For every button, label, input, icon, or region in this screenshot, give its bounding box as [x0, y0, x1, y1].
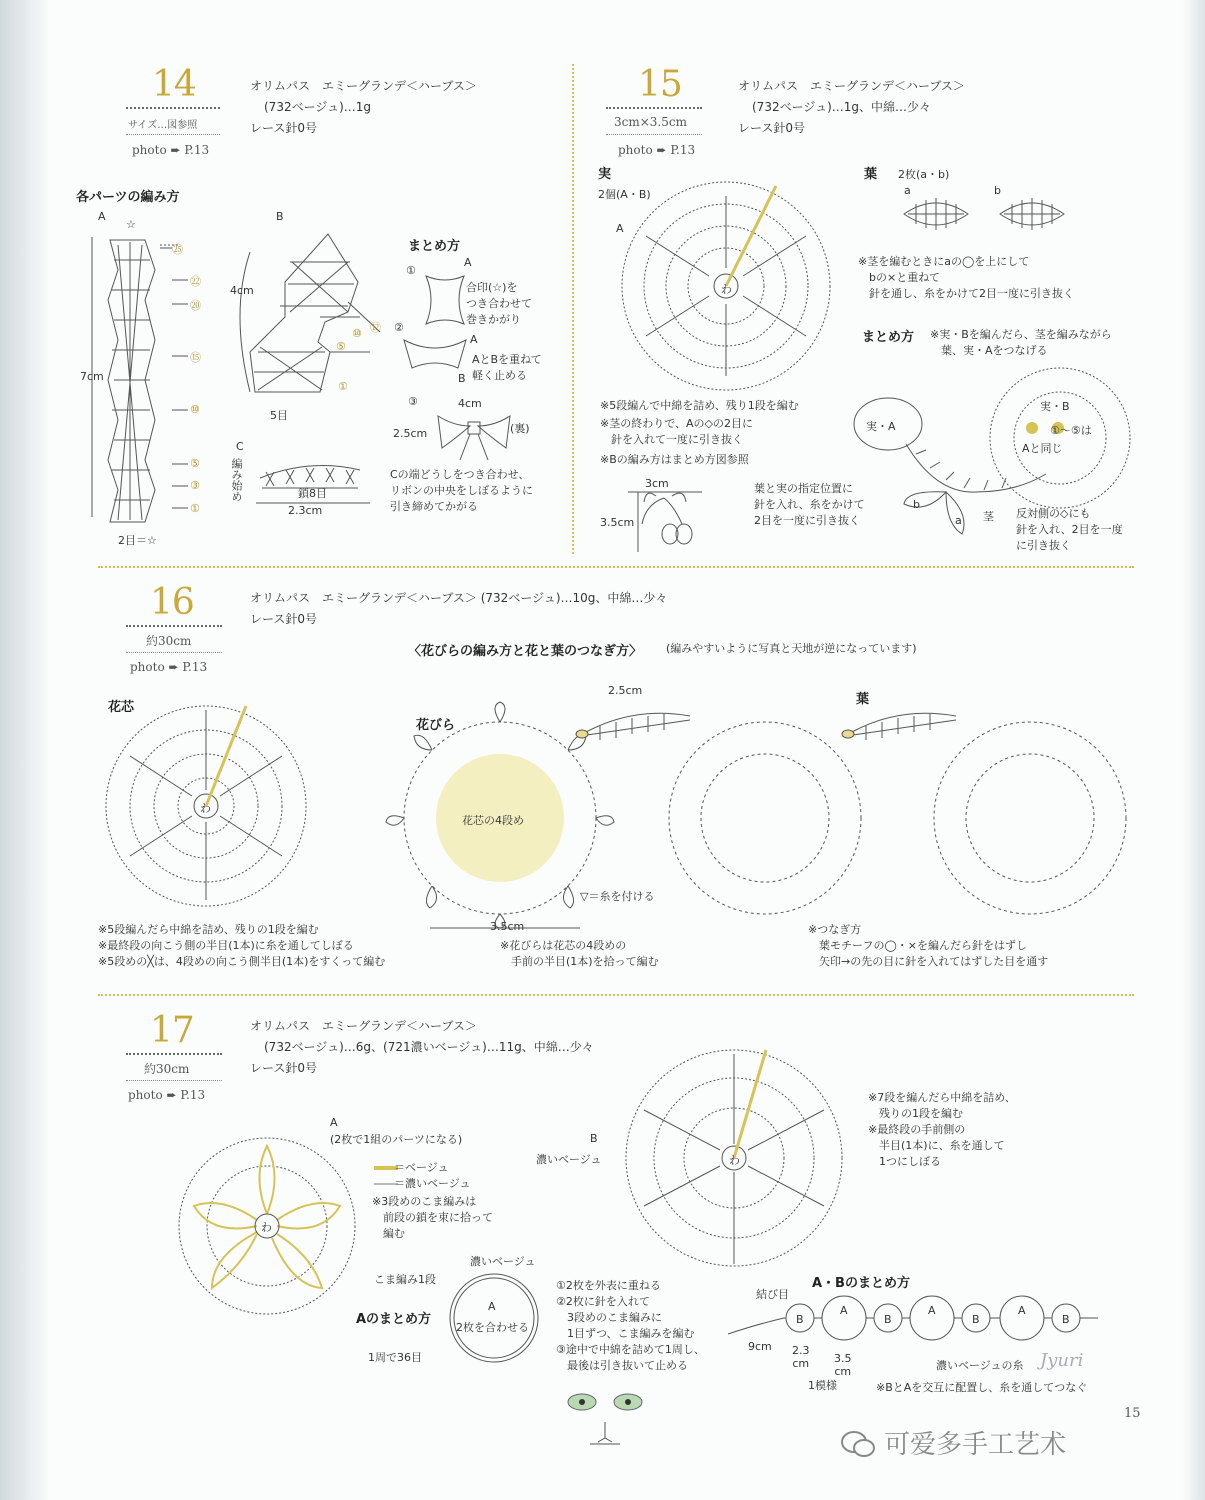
a17-note-2: 前段の鎖を束に拾って — [372, 1211, 493, 1224]
assembly-title-15: まとめ方 — [862, 330, 915, 345]
cherry-outline — [628, 492, 702, 552]
leaf-b-chart — [1000, 198, 1064, 230]
step3-back: (裏) — [510, 422, 530, 435]
step1-a: A — [464, 256, 472, 269]
flower-3 — [934, 722, 1126, 914]
a17-center: わ — [261, 1221, 272, 1234]
photo-reference-15: photo ➨ P.13 — [618, 143, 696, 157]
fruit-note-4: ※Bの編み方はまとめ方図参照 — [600, 453, 749, 466]
material-line-1: オリムパス エミーグランデ＜ハーブス＞ — [250, 79, 477, 93]
pattern-number-15: 15 — [638, 64, 682, 105]
b17-center: わ — [729, 1154, 740, 1167]
fruit-note-2: ※茎の終わりで、Aの◇の2目に — [600, 417, 753, 430]
size-rule-17 — [126, 1080, 222, 1081]
ring-text: 2枚を合わせる — [456, 1321, 529, 1334]
watermark-text: 可爱多手工艺术 — [884, 1430, 1067, 1460]
pattern-number-14: 14 — [152, 64, 196, 105]
petal-heading: 〈花びらの編み方と花と葉のつなぎ方〉 — [408, 644, 643, 659]
core-center: わ — [200, 802, 211, 815]
material-15-1: オリムパス エミーグランデ＜ハーブス＞ — [738, 79, 965, 93]
bead-4: A — [928, 1304, 936, 1317]
leaf-charts — [896, 186, 1076, 246]
a17-note-3: 編む — [372, 1227, 405, 1240]
legend-beige: ＝ベージュ — [394, 1161, 449, 1174]
bow-step2 — [400, 334, 470, 374]
petal-note-1: ※花びらは花芯の4段めの — [500, 939, 627, 952]
ab-assembly-title: A・Bのまとめ方 — [812, 1276, 910, 1291]
round-36: 1周で36目 — [368, 1351, 422, 1364]
step1-mark: ① — [406, 264, 416, 277]
a17-note-1: ※3段めのこま編みは — [372, 1195, 477, 1208]
row-marker-15: ⑮ — [190, 351, 201, 364]
leaf-note-3: 針を通し、糸をかけて2目一度に引き抜く — [858, 287, 1074, 300]
petal-chain-diagram — [400, 696, 1140, 926]
dim-9cm: 9cm — [748, 1340, 772, 1353]
material-line-3: レース針0号 — [250, 121, 318, 135]
section-divider-16 — [98, 566, 1134, 568]
step2-b: B — [458, 372, 466, 385]
core-note-3: ※5段めの╳は、4段めの向こう側半目(1本)をすくって編む — [98, 955, 386, 968]
bead-chain — [728, 1294, 1108, 1350]
petal-heading-note: (編みやすいように写真と天地が逆になっています) — [666, 642, 917, 655]
page-binding-shadow — [0, 0, 48, 1500]
material-17-2: (732ベージュ)…6g、(721濃いベージュ)…11g、中綿…少々 — [264, 1040, 594, 1054]
core-highlight — [206, 706, 246, 806]
part-a-note-17: (2枚で1組のパーツになる) — [330, 1133, 463, 1146]
part-c-label: C — [236, 440, 244, 453]
b-row-12: ⑫ — [370, 321, 381, 334]
fruit-chart-center: わ — [721, 283, 732, 296]
size-rule-16 — [126, 652, 222, 653]
number-rule-15 — [606, 107, 702, 109]
dim-23cm: 2.3cm — [288, 504, 323, 517]
size-label: サイズ…図参照 — [128, 120, 198, 131]
leaf-label-16: 葉 — [856, 692, 870, 707]
fruit-count: 2個(A・B) — [598, 188, 651, 201]
opp-note-2: 針を入れ、2目を一度 — [1016, 523, 1123, 536]
b-row-5: ⑤ — [336, 340, 346, 353]
photo-reference-17: photo ➨ P.13 — [128, 1088, 206, 1102]
ring-a-label: A — [488, 1300, 496, 1313]
knot-label: 結び目 — [756, 1288, 789, 1301]
part-b-label: B — [276, 210, 284, 223]
join-note-3: 2目を一度に引き抜く — [754, 514, 860, 527]
step3-25cm: 2.5cm — [393, 427, 428, 440]
dim-7cm: 7cm — [80, 370, 104, 383]
step1-text-1: 合印(☆)を — [466, 281, 518, 294]
row-marker-22: ㉒ — [190, 275, 201, 288]
part-b-color: 濃いベージュ — [536, 1153, 602, 1166]
number-rule — [126, 107, 220, 109]
core-note-1: ※5段編んだら中綿を詰め、残りの1段を編む — [98, 923, 319, 936]
dim-23cm-17: 2.3 cm — [792, 1344, 810, 1370]
join-note-16-2: 葉モチーフの◯・×を編んだら針をはずし — [808, 939, 1027, 952]
bead-1: B — [796, 1313, 804, 1326]
leaf-a-chart — [904, 198, 968, 230]
row-marker-3: ③ — [190, 479, 200, 492]
a-step-4: 1目ずつ、こま編みを編む — [556, 1327, 695, 1340]
size-label-17: 約30cm — [144, 1062, 190, 1076]
sc-one-row: こま編み1段 — [374, 1273, 436, 1286]
a-step-5: ③途中で中綿を詰めて1周し、 — [556, 1343, 705, 1356]
leaf-note-1: ※茎を編むときにaの◯を上にして — [858, 255, 1030, 268]
step1-text-3: 巻きかがり — [466, 313, 521, 326]
step2-text-2: 軽く止める — [472, 369, 527, 382]
core-row4: 花芯の4段め — [462, 814, 524, 827]
b-5-stitches: 5目 — [270, 409, 288, 422]
row-marker-20: ⑳ — [190, 299, 201, 312]
leaf-b-label: b — [994, 184, 1001, 197]
size-label-16: 約30cm — [146, 634, 192, 648]
leaf-a-label: a — [904, 184, 911, 197]
b17-note-2: 残りの1段を編む — [868, 1107, 963, 1120]
row-marker-5: ⑤ — [190, 457, 200, 470]
dim-35cm-16: 3.5cm — [490, 920, 525, 933]
material-17-3: レース針0号 — [250, 1061, 318, 1075]
parts-title: 各パーツの編み方 — [76, 190, 180, 205]
same-as-a-2: Aと同じ — [1022, 442, 1063, 455]
ring-dark-beige: 濃いベージュ — [470, 1255, 536, 1268]
step1-text-2: つき合わせて — [466, 297, 532, 310]
flower-2 — [669, 722, 861, 914]
b17-note-5: 1つにしぼる — [868, 1155, 941, 1168]
assembly-note-15-2: 葉、実・Aをつなげる — [930, 344, 1048, 357]
part-a-strip-outline — [108, 240, 155, 522]
part-a-label-17: A — [330, 1116, 338, 1129]
section-divider-17 — [98, 994, 1134, 996]
join-note-1: 葉と実の指定位置に — [754, 482, 853, 495]
a-assembly-title: Aのまとめ方 — [356, 1312, 432, 1327]
bow-step3 — [434, 408, 514, 464]
dim-25cm: 2.5cm — [608, 684, 643, 697]
photo-reference-16: photo ➨ P.13 — [130, 660, 208, 674]
opp-note-3: に引き抜く — [1016, 539, 1071, 552]
material-16-2: レース針0号 — [250, 612, 318, 626]
row-marker-1: ① — [190, 502, 200, 515]
material-16-1: オリムパス エミーグランデ＜ハーブス＞ (732ベージュ)…10g、中綿…少々 — [250, 591, 668, 605]
fruit-b-rings — [990, 368, 1130, 508]
assembly-title-14: まとめ方 — [408, 239, 461, 254]
petal-note-2: 手前の半目(1本)を拾って編む — [500, 955, 659, 968]
material-line-2: (732ベージュ)…1g — [264, 100, 372, 114]
one-pattern: 1模様 — [808, 1379, 837, 1392]
c-chain-8: 鎖8目 — [298, 487, 327, 500]
join-note-2: 針を入れ、糸をかけて — [754, 498, 865, 511]
leaf-count: 2枚(a・b) — [898, 168, 950, 181]
row-arrows — [150, 240, 190, 520]
stem-label: 茎 — [983, 510, 994, 523]
page-number: 15 — [1124, 1406, 1141, 1421]
cord-note: 濃いベージュの糸 — [936, 1359, 1024, 1372]
step3-4cm: 4cm — [458, 397, 482, 410]
step2-mark: ② — [394, 321, 404, 334]
fruit-label: 実 — [598, 167, 612, 182]
row-marker-10: ⑩ — [190, 403, 200, 416]
marker-1 — [1026, 422, 1038, 434]
b-row-1: ① — [338, 380, 348, 393]
material-17-1: オリムパス エミーグランデ＜ハーブス＞ — [250, 1019, 477, 1033]
flower-core-label: 花芯 — [108, 700, 135, 715]
part-b-chart — [230, 222, 390, 422]
pattern-number-17: 17 — [150, 1010, 194, 1051]
cherry-icon — [626, 488, 706, 558]
bead-6: A — [1018, 1304, 1026, 1317]
step2-a: A — [470, 333, 478, 346]
bead-5: B — [972, 1313, 980, 1326]
bead-7: B — [1062, 1313, 1070, 1326]
number-rule-16 — [126, 625, 222, 627]
leaf-b-tag: b — [913, 498, 920, 511]
b17-note-4: 半目(1本)に、糸を通して — [868, 1139, 1005, 1152]
leaf-a-tag: a — [955, 514, 962, 527]
fruit-b-label: 実・B — [1040, 400, 1070, 413]
a-step-1: ①2枚を外表に重ねる — [556, 1279, 661, 1292]
leaf-note-2: bの×と重ねて — [858, 271, 940, 284]
leaf-label: 葉 — [864, 167, 878, 182]
dim-35cm-17: 3.5 cm — [834, 1352, 852, 1378]
leaf-chain-2 — [842, 713, 956, 740]
cat-face-icon — [560, 1382, 650, 1452]
star-mark: ☆ — [126, 218, 136, 231]
size-rule — [126, 134, 220, 135]
petal-label: 花びら — [416, 718, 456, 733]
material-15-3: レース針0号 — [738, 121, 806, 135]
cherry-dim-35cm: 3.5cm — [600, 516, 635, 529]
bow-step1 — [420, 270, 470, 330]
part-b-outline — [250, 234, 358, 392]
cherry-dim-3cm: 3cm — [645, 477, 669, 490]
row-arrow-lines — [160, 248, 188, 508]
row2-star-note: 2目＝☆ — [118, 534, 157, 547]
row-marker-25: ㉕ — [172, 243, 183, 256]
join-note-16-3: 矢印→の先の目に針を入れてはずした目を通す — [808, 955, 1049, 968]
signature: Jyuri — [1040, 1350, 1084, 1371]
beads — [786, 1296, 1080, 1340]
step2-text-1: AとBを重ねて — [472, 353, 542, 366]
b17-note-1: ※7段を編んだら中綿を詰め、 — [868, 1091, 1016, 1104]
fruit-note-1: ※5段編んで中綿を詰め、残り1段を編む — [600, 399, 799, 412]
vertical-divider — [572, 64, 574, 554]
legend-dark: ＝濃いベージュ — [394, 1177, 471, 1190]
dim-arc — [240, 252, 250, 392]
b17-note-3: ※最終段の手前側の — [868, 1123, 966, 1136]
leaf-chain-1 — [576, 713, 690, 740]
c-text-2: リボンの中央をしぼるように — [390, 484, 533, 497]
fruit-a-label-2: 実・A — [866, 420, 896, 433]
a-step-2: ②2枚に針を入れて — [556, 1295, 650, 1308]
part-a-label: A — [98, 210, 106, 223]
pattern-number-16: 16 — [150, 582, 194, 623]
attach-yarn: ▽＝糸を付ける — [580, 890, 655, 903]
join-note-16-1: ※つなぎ方 — [808, 923, 862, 936]
b-row-10: ⑩ — [352, 327, 362, 340]
assembly-note-15-1: ※実・Bを編んだら、茎を編みながら — [930, 328, 1112, 341]
size-label-15: 3cm×3.5cm — [614, 115, 687, 129]
bead-2: A — [840, 1304, 848, 1317]
a-step-6: 最後は引き抜いて止める — [556, 1359, 688, 1372]
step3-mark: ③ — [408, 395, 418, 408]
core-note-2: ※最終段の向こう側の半目(1本)に糸を通してしぼる — [98, 939, 354, 952]
bead-3: B — [884, 1313, 892, 1326]
dim-4cm: 4cm — [230, 284, 254, 297]
c-text-3: 引き締めてかがる — [390, 500, 478, 513]
material-15-2: (732ベージュ)…1g、中綿…少々 — [752, 100, 932, 114]
photo-reference: photo ➨ P.13 — [132, 143, 210, 157]
part-b-label-17: B — [590, 1132, 598, 1145]
same-as-a-1: ①～⑤は — [1050, 424, 1092, 437]
wechat-icon — [840, 1428, 876, 1458]
fruit-note-3: 針を入れて一度に引き抜く — [600, 433, 743, 446]
c-text-1: Cの端どうしをつき合わせ、 — [390, 468, 530, 481]
size-rule-15 — [606, 134, 702, 135]
c-start-label: 編み始め — [230, 458, 243, 502]
a17-petals — [194, 1146, 340, 1288]
opp-note-1: 反対側の◇にも — [1016, 507, 1091, 520]
fruit-a-label: A — [616, 222, 624, 235]
a-step-3: 3段めのこま編みに — [556, 1311, 662, 1324]
number-rule-17 — [126, 1053, 222, 1055]
b17-highlight — [734, 1050, 766, 1158]
page-edge-shadow — [1183, 0, 1205, 1500]
ab-note: ※BとAを交互に配置し、糸を通してつなぐ — [876, 1381, 1088, 1394]
